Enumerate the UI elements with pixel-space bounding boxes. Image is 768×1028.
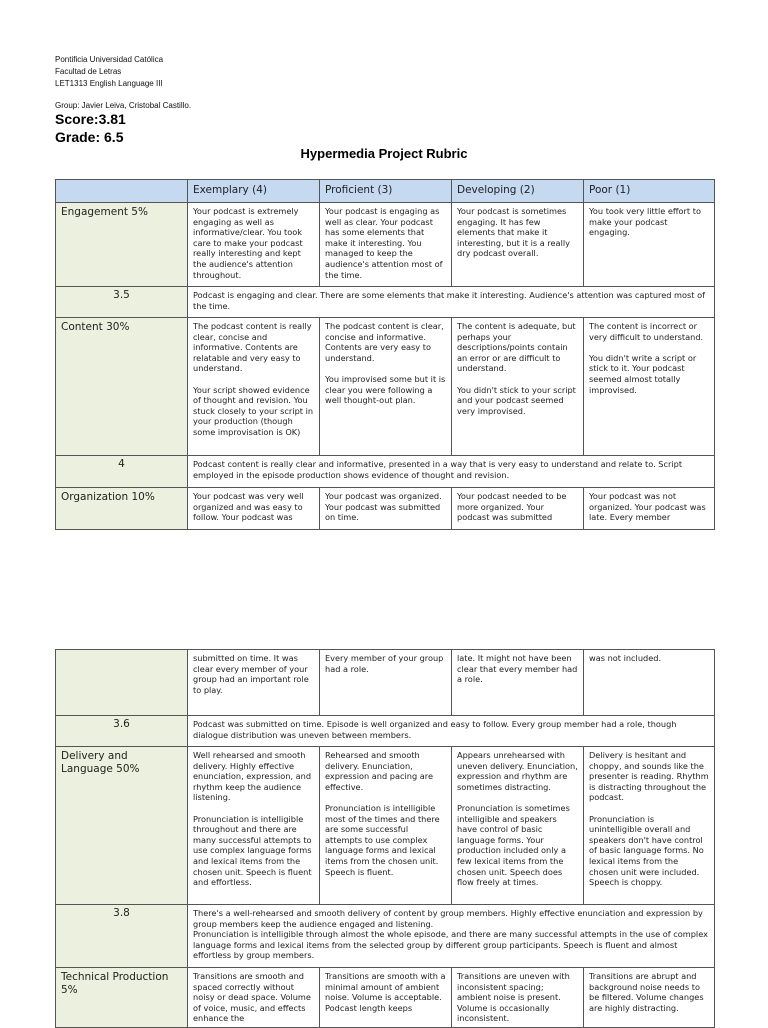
table-row-content xyxy=(56,318,715,456)
content-poor: The content is incorrect or very difficult to understand. You didn't write a script or stick to it. Your podcast seemed almost totally improvised. xyxy=(584,318,715,456)
organization-exemplary: Your podcast was very well organized and was easy to follow. Your podcast was xyxy=(188,488,320,530)
criterion-organization-continued xyxy=(56,650,188,716)
table-row-engagement-score xyxy=(56,287,715,318)
content-developing: The content is adequate, but perhaps your descriptions/points contain an error or are difficult to understand. You didn't stick to your script and your podcast seemed very improvised. xyxy=(452,318,584,456)
organization-proficient-cont: Every member of your group had a role. xyxy=(320,650,452,716)
rubric-table-page1 xyxy=(55,179,715,530)
delivery-proficient: Rehearsed and smooth delivery. Enunciation, expression and pacing are effective. Pronunciation is intelligible most of the times and there are some successful attempts to use complex language forms and lexical items from the chosen unit. Speech is fluent. xyxy=(320,747,452,905)
content-exemplary: The podcast content is really clear, concise and informative. Contents are relatable and very easy to understand. Your script showed evidence of thought and revision. You stuck closely to your script in your production (though some improvisation is OK) xyxy=(188,318,320,456)
header-row xyxy=(56,180,715,203)
faculty-name: Facultad de Letras xyxy=(55,67,122,76)
organization-exemplary-cont: submitted on time. It was clear every member of your group had an important role to play. xyxy=(188,650,320,716)
technical-poor: Transitions are abrupt and background noise needs to be filtered. Volume changes are highly distracting. xyxy=(584,968,715,1028)
delivery-poor: Delivery is hesitant and choppy, and sounds like the presenter is reading. Rhythm is distracting throughout the podcast. Pronunciation is unintelligible overall and speakers don't have control of basic language forms. No lexical items from the chosen unit were included. Speech is choppy. xyxy=(584,747,715,905)
technical-proficient: Transitions are smooth with a minimal amount of ambient noise. Volume is acceptable. Podcast length keeps xyxy=(320,968,452,1028)
technical-exemplary: Transitions are smooth and spaced correctly without noisy or dead space. Volume of voice, music, and effects enhance the xyxy=(188,968,320,1028)
table-row-technical xyxy=(56,968,715,1028)
delivery-score: 3.8 xyxy=(56,905,188,968)
table-row-organization xyxy=(56,488,715,530)
content-proficient: The podcast content is clear, concise and informative. Contents are very easy to understand. You improvised some but it is clear you were following a well thought-out plan. xyxy=(320,318,452,456)
delivery-comment: There's a well-rehearsed and smooth delivery of content by group members. Highly effective enunciation and expression by group members keep the audience engaged and listening. Pronunciation is intelligible through almost the whole episode, and there are many successful attempts in the use of complex language forms and lexical items from the selected group by different group participants. Speech is fluent and almost effortless by group members. xyxy=(188,905,715,968)
table-row-engagement xyxy=(56,203,715,287)
document-header xyxy=(55,54,191,112)
delivery-developing: Appears unrehearsed with uneven delivery. Enunciation, expression and rhythm are sometimes distracting. Pronunciation is sometimes intelligible and speakers have control of basic language forms. Your production included only a few lexical items from the chosen unit. Speech does flow freely at times. xyxy=(452,747,584,905)
engagement-score: 3.5 xyxy=(56,287,188,318)
table-row-content-score xyxy=(56,456,715,488)
organization-score: 3.6 xyxy=(56,716,188,747)
organization-poor: Your podcast was not organized. Your podcast was late. Every member xyxy=(584,488,715,530)
criterion-technical: Technical Production 5% xyxy=(56,968,188,1028)
header-blank-cell xyxy=(56,180,188,203)
content-score: 4 xyxy=(56,456,188,488)
delivery-exemplary: Well rehearsed and smooth delivery. Highly effective enunciation, expression, and rhythm keep the audience listening. Pronunciation is intelligible throughout and there are many successful attempts to use complex language forms and lexical items from the chosen unit. Speech is fluent and effortless. xyxy=(188,747,320,905)
column-header-poor: Poor (1) xyxy=(584,180,715,203)
organization-comment: Podcast was submitted on time. Episode is well organized and easy to follow. Every group member had a role, though dialogue distribution was uneven between members. xyxy=(188,716,715,747)
grade-text: Grade: 6.5 xyxy=(55,129,124,145)
organization-proficient: Your podcast was organized. Your podcast was submitted on time. xyxy=(320,488,452,530)
content-comment: Podcast content is really clear and informative, presented in a way that is very easy to understand and relate to. Script employed in the episode production shows evidence of thought and revision. xyxy=(188,456,715,488)
criterion-engagement: Engagement 5% xyxy=(56,203,188,287)
column-header-proficient: Proficient (3) xyxy=(320,180,452,203)
criterion-organization: Organization 10% xyxy=(56,488,188,530)
table-row-organization-continued xyxy=(56,650,715,716)
university-name: Pontificia Universidad Católica xyxy=(55,55,164,64)
technical-developing: Transitions are uneven with inconsistent spacing; ambient noise is present. Volume is occasionally inconsistent. xyxy=(452,968,584,1028)
organization-poor-cont: was not included. xyxy=(584,650,715,716)
criterion-delivery: Delivery and Language 50% xyxy=(56,747,188,905)
engagement-developing: Your podcast is sometimes engaging. It has few elements that make it interesting, but it is a really dry podcast overall. xyxy=(452,203,584,287)
course-name: LET1313 English Language III xyxy=(55,79,163,88)
score-text: Score:3.81 xyxy=(55,111,126,127)
page-title: Hypermedia Project Rubric xyxy=(300,146,468,161)
table-row-delivery-score xyxy=(56,905,715,968)
engagement-exemplary: Your podcast is extremely engaging as well as informative/clear. You took care to make your podcast really interesting and kept the audience's attention throughout. xyxy=(188,203,320,287)
engagement-comment: Podcast is engaging and clear. There are some elements that make it interesting. Audience's attention was captured most of the time. xyxy=(188,287,715,318)
rubric-table-page2 xyxy=(55,649,715,1028)
organization-developing: Your podcast needed to be more organized. Your podcast was submitted xyxy=(452,488,584,530)
table-row-delivery xyxy=(56,747,715,905)
group-members: Group: Javier Leiva, Cristobal Castillo. xyxy=(55,101,192,110)
column-header-developing: Developing (2) xyxy=(452,180,584,203)
engagement-proficient: Your podcast is engaging as well as clear. Your podcast has some elements that make it interesting. You managed to keep the audience's attention most of the time. xyxy=(320,203,452,287)
column-header-exemplary: Exemplary (4) xyxy=(188,180,320,203)
table-row-organization-score xyxy=(56,716,715,747)
engagement-poor: You took very little effort to make your podcast engaging. xyxy=(584,203,715,287)
criterion-content: Content 30% xyxy=(56,318,188,456)
organization-developing-cont: late. It might not have been clear that every member had a role. xyxy=(452,650,584,716)
